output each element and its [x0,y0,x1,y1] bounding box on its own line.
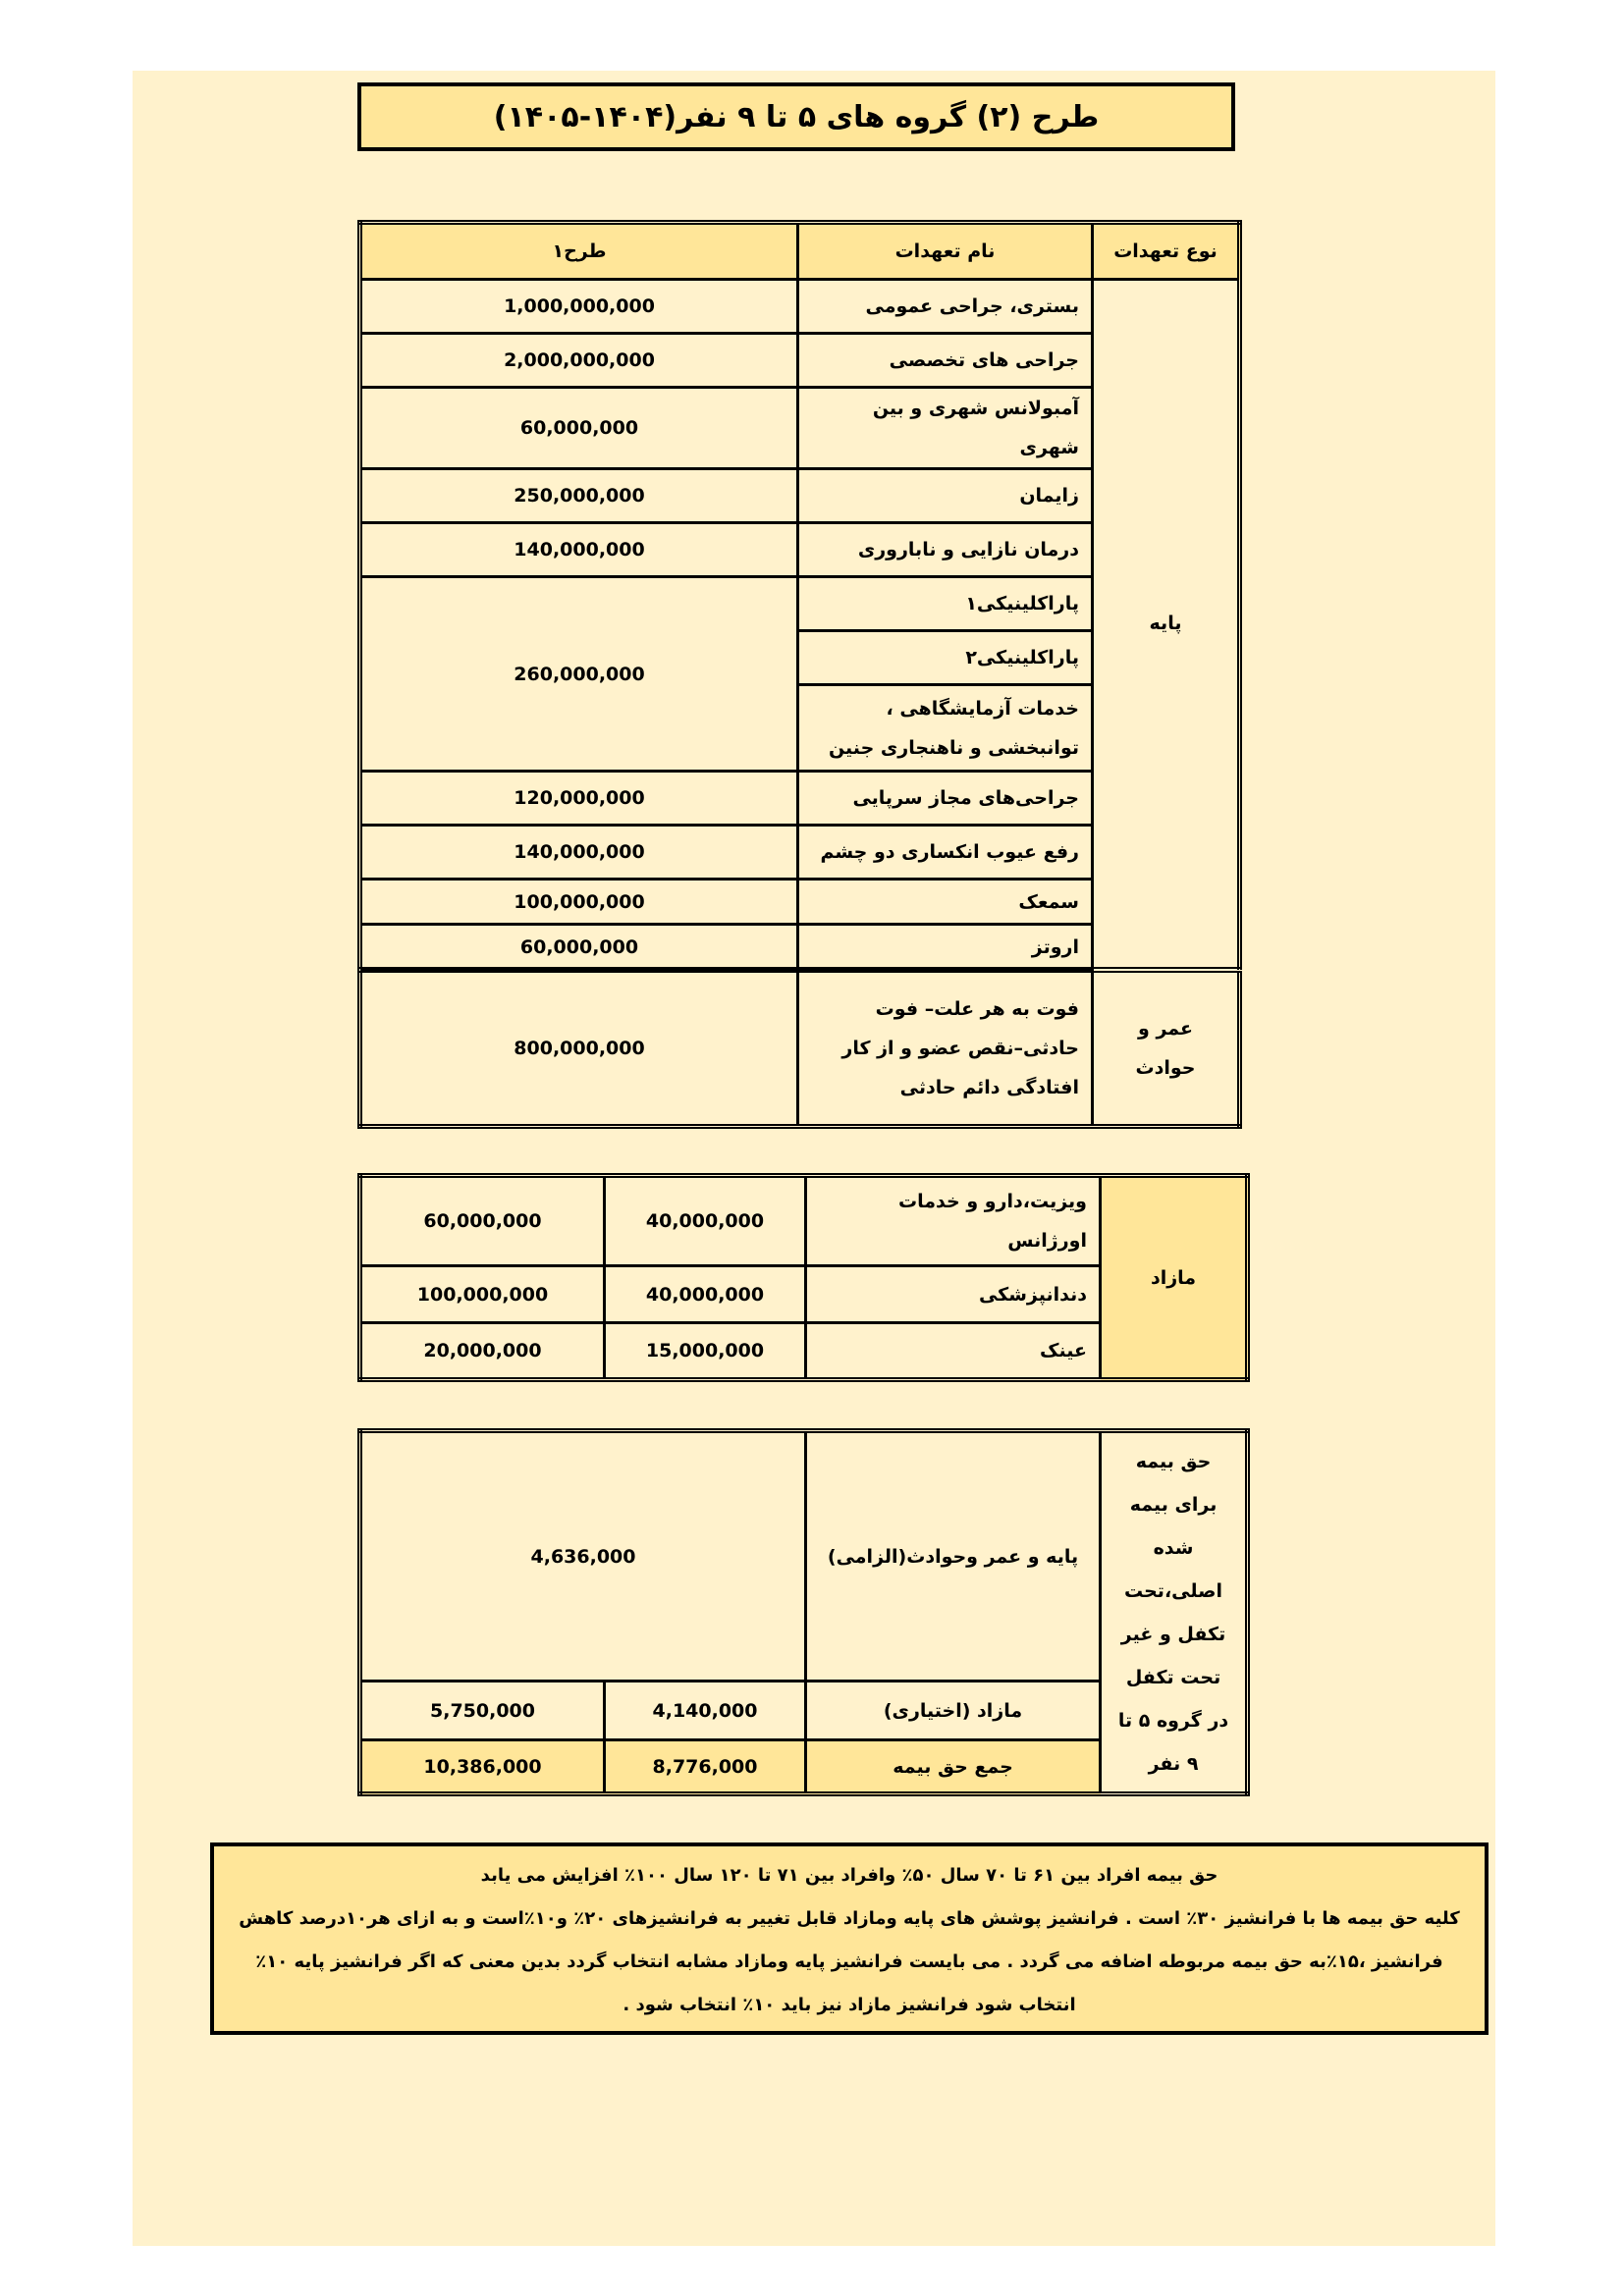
coverage-name: اروتز [798,925,1093,970]
coverage-table [357,220,1242,1129]
paraclinic-1: پاراکلینیکی۱ [798,577,1093,631]
optional-premium-value-b: 5,750,000 [360,1682,605,1740]
coverage-name: بستری، جراحی عمومی [798,280,1093,334]
table-row [360,1431,1248,1682]
coverage-value: 60,000,000 [360,388,798,469]
extra-value-a: 40,000,000 [605,1266,806,1323]
header-name: نام تعهدات [798,223,1093,280]
table-row [360,1176,1248,1266]
coverage-name: جراحی های تخصصی [798,334,1093,388]
coverage-value: 60,000,000 [360,925,798,970]
extra-coverage-name: عینک [806,1323,1101,1380]
mandatory-premium-value: 4,636,000 [360,1431,806,1682]
extra-value-b: 60,000,000 [360,1176,605,1266]
coverage-value: 120,000,000 [360,772,798,826]
life-coverage-name: فوت به هر علت– فوت حادثی–نقص عضو و از کار افتادگی دائم حادثی [798,970,1093,1127]
notes-box [210,1842,1489,2035]
category-extra: مازاد [1101,1176,1248,1380]
extra-value-a: 40,000,000 [605,1176,806,1266]
coverage-value: 140,000,000 [360,826,798,880]
coverage-value: 1,000,000,000 [360,280,798,334]
note-franchise: کلیه حق بیمه ها با فرانشیز ۳۰٪ است . فرانشیز پوشش های پایه ومازاد قابل تغییر به فرانشیزهای ۲۰٪ و۱۰٪است و به ازای هر۱۰درصد کاهش فرانشیز ،۱۵٪به حق بیمه مربوطه اضافه می گردد . می بایست فرانشیز پایه ومازاد مشابه انتخاب گردد بدین معنی که اگر فرانشیز پایه ۱۰٪ انتخاب شود فرانشیز مازاد نیز باید ۱۰٪ انتخاب شود . [239,1908,1460,2015]
extra-value-b: 20,000,000 [360,1323,605,1380]
coverage-value: 2,000,000,000 [360,334,798,388]
premium-category: حق بیمه برای بیمه شده اصلی،تحت تکفل و غیر تحت تکفل در گروه ۵ تا ۹ نفر [1101,1431,1248,1794]
coverage-name: رفع عیوب انکساری دو چشم [798,826,1093,880]
page-title: طرح (۲) گروه های ۵ تا ۹ نفر(۱۴۰۴-۱۴۰۵) [357,82,1235,151]
optional-premium-name: مازاد (اختیاری) [806,1682,1101,1740]
header-plan: طرح۱ [360,223,798,280]
coverage-name: آمبولانس شهری و بین شهری [798,388,1093,469]
coverage-value: 250,000,000 [360,469,798,523]
category-base: پایه [1093,280,1240,970]
category-life: عمر و حوادث [1093,970,1240,1127]
coverage-name: جراحی‌های مجاز سرپایی [798,772,1093,826]
paraclinic-lab-services: خدمات آزمایشگاهی ، توانبخشی و ناهنجاری جنین [798,685,1093,772]
coverage-name: زایمان [798,469,1093,523]
extra-value-a: 15,000,000 [605,1323,806,1380]
table-header-row [360,223,1240,280]
header-type: نوع تعهدات [1093,223,1240,280]
premium-table [357,1428,1250,1796]
paraclinic-value: 260,000,000 [360,577,798,772]
extra-value-b: 100,000,000 [360,1266,605,1323]
table-row [360,970,1240,1127]
total-premium-value-b: 10,386,000 [360,1740,605,1794]
coverage-value: 100,000,000 [360,880,798,925]
extra-coverage-table [357,1173,1250,1382]
paraclinic-2: پاراکلینیکی۲ [798,631,1093,685]
extra-coverage-name: دندانپزشکی [806,1266,1101,1323]
table-row [360,280,1240,334]
extra-coverage-name: ویزیت،دارو و خدمات اورژانس [806,1176,1101,1266]
mandatory-premium-name: پایه و عمر وحوادث(الزامی) [806,1431,1101,1682]
note-age-surcharge: حق بیمه افراد بین ۶۱ تا ۷۰ سال ۵۰٪ وافراد بین ۷۱ تا ۱۲۰ سال ۱۰۰٪ افزایش می یابد [480,1865,1218,1886]
life-coverage-value: 800,000,000 [360,970,798,1127]
coverage-value: 140,000,000 [360,523,798,577]
coverage-name: سمعک [798,880,1093,925]
total-premium-value-a: 8,776,000 [605,1740,806,1794]
total-premium-name: جمع حق بیمه [806,1740,1101,1794]
coverage-name: درمان نازایی و ناباروری [798,523,1093,577]
optional-premium-value-a: 4,140,000 [605,1682,806,1740]
